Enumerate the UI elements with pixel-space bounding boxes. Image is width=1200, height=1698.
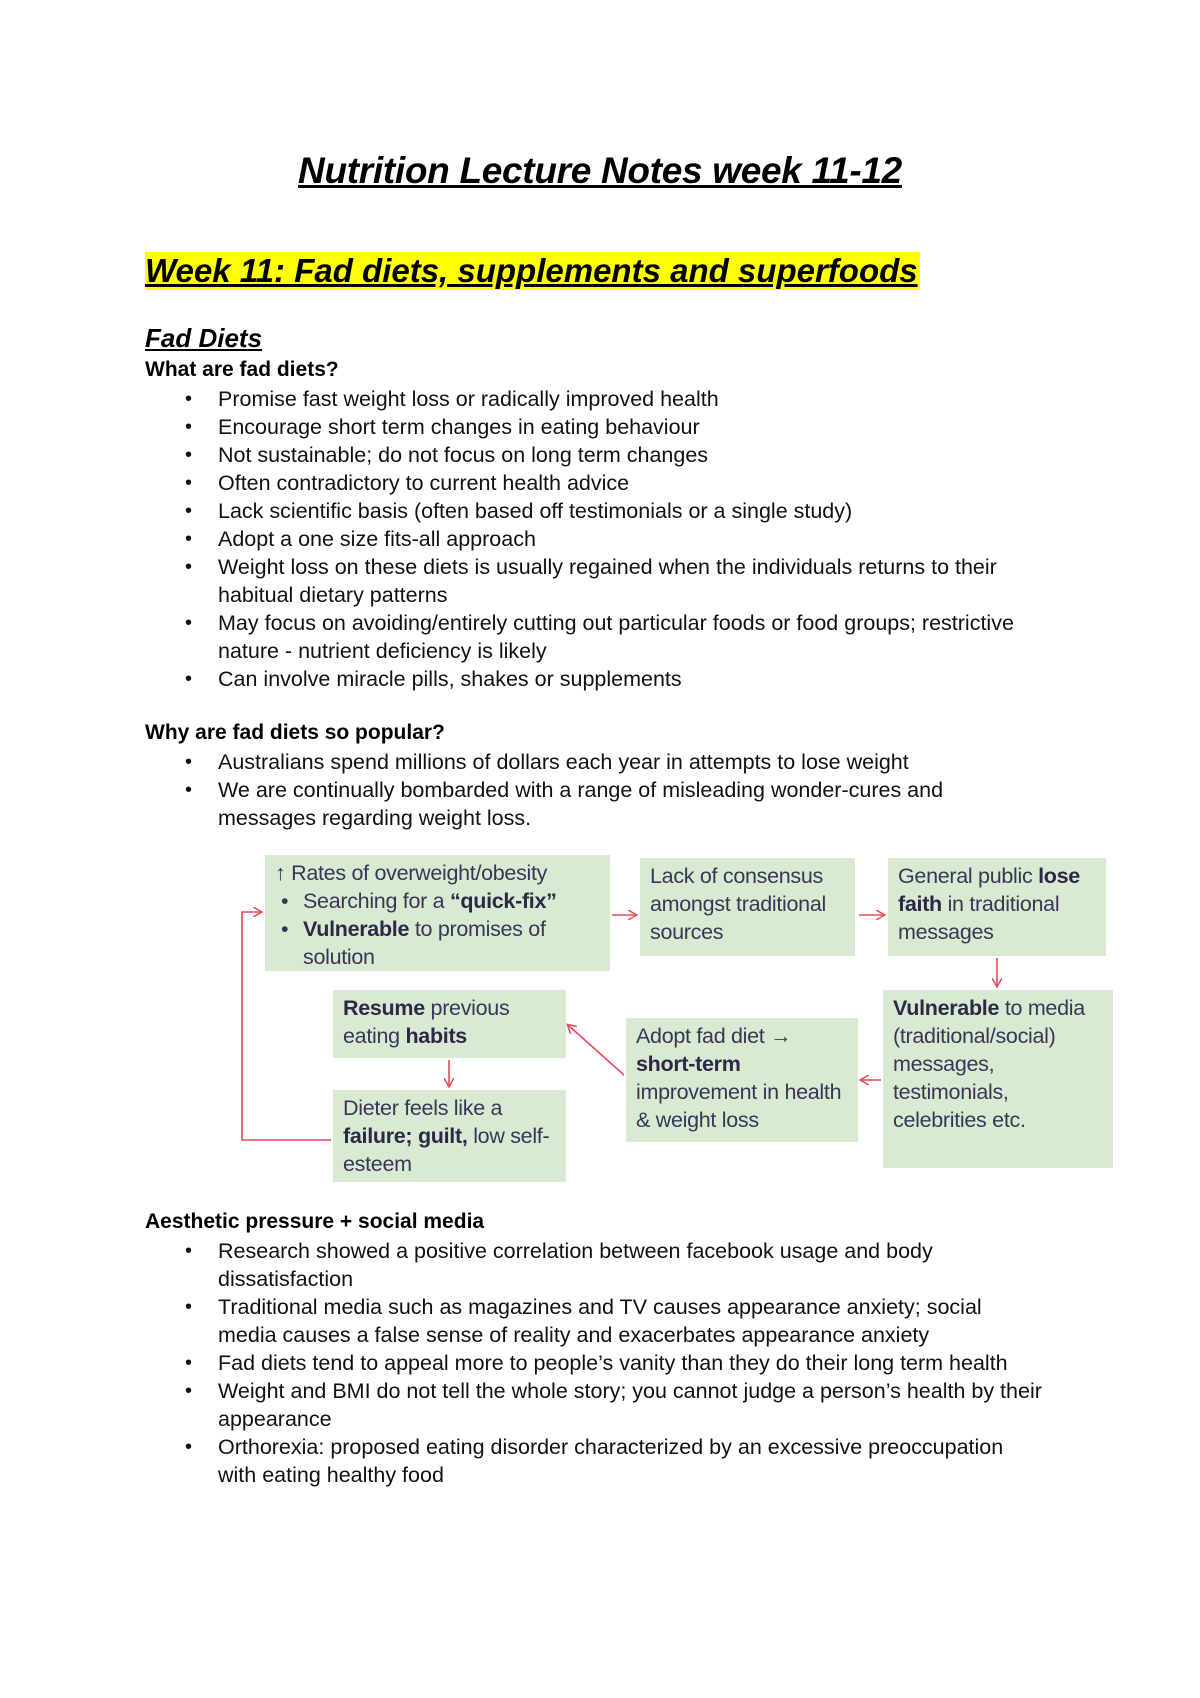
list-item: • Weight loss on these diets is usually regained when the individuals returns to their habitual dietary patterns <box>145 553 1045 609</box>
question-heading-what: What are fad diets? <box>145 358 339 381</box>
list-item: • Promise fast weight loss or radically improved health <box>145 385 1045 413</box>
box7-bold: failure; guilt, <box>343 1124 468 1148</box>
what-list <box>145 385 1045 693</box>
list-item: • We are continually bombarded with a range of misleading wonder-cures and messages regarding weight loss. <box>145 776 1045 832</box>
list-item: • Traditional media such as magazines and TV causes appearance anxiety; social media causes a false sense of reality and exacerbates appearance anxiety <box>145 1293 1045 1349</box>
box1-line3-text: to promises of <box>409 917 546 941</box>
list-item: • Research showed a positive correlation between facebook usage and body dissatisfaction <box>145 1237 1045 1293</box>
aesthetic-list <box>145 1237 1045 1489</box>
why-list <box>145 748 1045 832</box>
list-item: • Weight and BMI do not tell the whole story; you cannot judge a person’s health by their appearance <box>145 1377 1045 1433</box>
box1-line2-bold: “quick-fix” <box>449 889 557 913</box>
list-item: • Australians spend millions of dollars each year in attempts to lose weight <box>145 748 1045 776</box>
box6-bold2: habits <box>405 1024 467 1048</box>
box4-text: to media (traditional/social) messages, testimonials, celebrities etc. <box>893 996 1085 1132</box>
list-item: • Can involve miracle pills, shakes or supplements <box>145 665 1045 693</box>
box5-text-pre: Adopt fad diet → <box>636 1024 792 1048</box>
diagram-box-dieter-failure <box>333 1090 566 1182</box>
box5-text-post: improvement in health & weight loss <box>636 1080 842 1132</box>
diagram-box-adopt-fad-diet <box>626 1018 858 1142</box>
box7-text-post: low self-esteem <box>343 1124 550 1176</box>
box1-line4-text: solution <box>303 945 375 969</box>
diagram-box-resume-habits <box>333 990 566 1058</box>
box5-bold: short-term <box>636 1052 741 1076</box>
diagram-box-lose-faith <box>888 858 1106 956</box>
question-heading-why: Why are fad diets so popular? <box>145 721 445 744</box>
box3-bold: lose faith <box>898 864 1080 916</box>
box7-text-pre: Dieter feels like a <box>343 1096 503 1120</box>
box6-bold1: Resume <box>343 996 425 1020</box>
list-item: • Lack scientific basis (often based off testimonials or a single study) <box>145 497 1045 525</box>
box6-text: previous eating <box>343 996 510 1048</box>
list-item: • Fad diets tend to appeal more to people’s vanity than they do their long term health <box>145 1349 1045 1377</box>
list-item: • Orthorexia: proposed eating disorder characterized by an excessive preoccupation with eating healthy food <box>145 1433 1045 1489</box>
arrow-box5-to-box6 <box>568 1025 624 1075</box>
page-title: Nutrition Lecture Notes week 11-12 <box>298 150 902 191</box>
list-item: • Encourage short term changes in eating behaviour <box>145 413 1045 441</box>
list-item: • Often contradictory to current health advice <box>145 469 1045 497</box>
box3-text-pre: General public <box>898 864 1039 888</box>
box4-bold: Vulnerable <box>893 996 1000 1020</box>
box1-line2-text: Searching for a <box>303 889 450 913</box>
box1-line1: ↑ Rates of overweight/obesity <box>275 861 548 885</box>
box3-text-post: in traditional messages <box>898 892 1060 944</box>
box1-bullet-vulnerable <box>275 915 600 971</box>
diagram-box-consensus: Lack of consensus amongst traditional sources <box>640 858 855 956</box>
week-heading: Week 11: Fad diets, supplements and superfoods <box>145 252 918 289</box>
list-item: • May focus on avoiding/entirely cutting out particular foods or food groups; restrictive nature - nutrient deficiency is likely <box>145 609 1045 665</box>
list-item: • Not sustainable; do not focus on long term changes <box>145 441 1045 469</box>
section-heading-fad-diets: Fad Diets <box>145 323 263 353</box>
diagram-box-media <box>883 990 1113 1168</box>
diagram-box-obesity <box>265 855 610 971</box>
box1-line3-bold: Vulnerable <box>303 917 410 941</box>
box1-bullet-quickfix <box>275 887 600 915</box>
list-item: • Adopt a one size fits-all approach <box>145 525 1045 553</box>
section-heading-aesthetic: Aesthetic pressure + social media <box>145 1210 485 1233</box>
